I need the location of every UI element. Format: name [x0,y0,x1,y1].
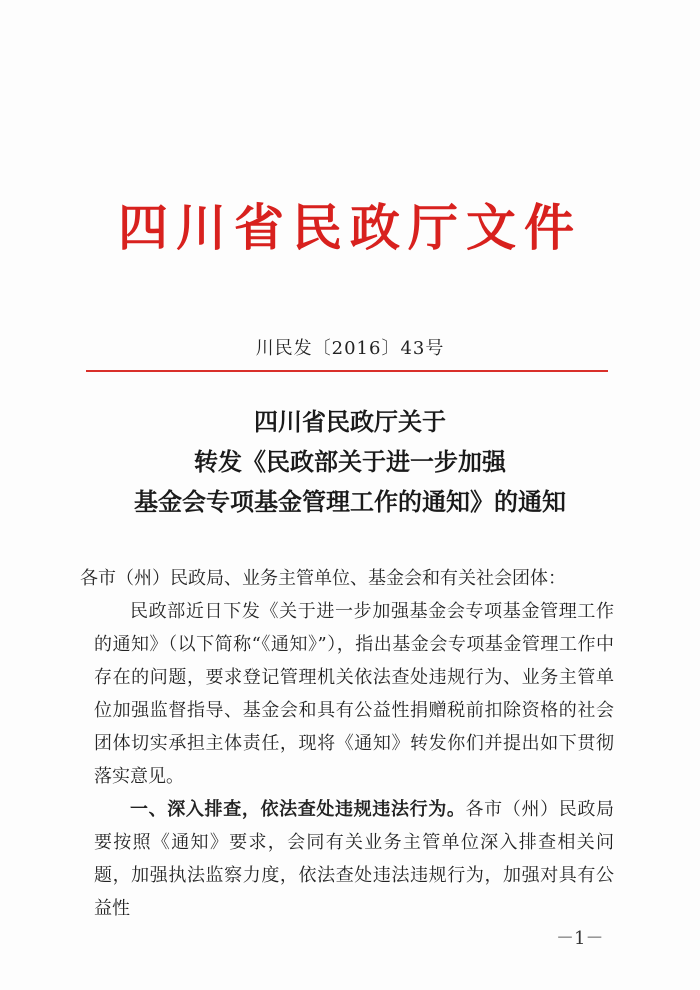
section-1-heading: 一、深入排查，依法查处违规违法行为。 [130,799,466,820]
salutation: 各市（州）民政局、业务主管单位、基金会和有关社会团体： [80,568,566,589]
document-body [80,562,615,925]
section-1-text: 各市（州）民政局要按照《通知》要求，会同有关业务主管单位深入排查相关问题，加强执法监察力度，依法查处违法违规行为，加强对具有公益性 [94,799,615,919]
body-paragraph-1: 民政部近日下发《关于进一步加强基金会专项基金管理工作的通知》（以下简称“《通知》”），指出基金会专项基金管理工作中存在的问题，要求登记管理机关依法查处违规行为、业务主管单位加强监督指导、基金会和具有公益性捐赠税前扣除资格的社会团体切实承担主体责任，现将《通知》转发你们并提出如下贯彻落实意见。 [94,601,614,787]
issuer-header-title: 四川省民政厅文件 [118,198,582,257]
notice-title-line-1: 四川省民政厅关于 [254,407,446,436]
document-number: 川民发〔2016〕43号 [255,338,445,359]
page-number: －1－ [556,928,604,949]
notice-title-line-2: 转发《民政部关于进一步加强 [194,447,506,476]
notice-title-line-3: 基金会专项基金管理工作的通知》的通知 [134,487,566,516]
notice-title [0,402,700,522]
red-divider-line [86,370,608,372]
section-1-paragraph [94,793,614,925]
